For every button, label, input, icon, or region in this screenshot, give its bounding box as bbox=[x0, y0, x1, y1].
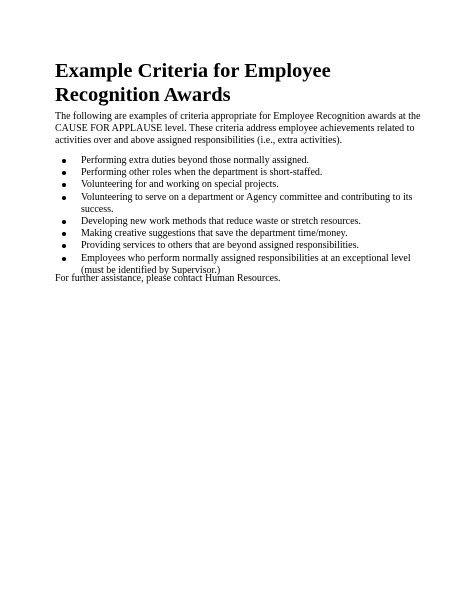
bullet-icon bbox=[62, 171, 66, 175]
criteria-text: Providing services to others that are beyond assigned responsibilities. bbox=[81, 240, 360, 252]
criteria-item bbox=[55, 240, 427, 252]
document-title: Example Criteria for Employee Recognition Awards bbox=[55, 60, 331, 106]
closing-paragraph: For further assistance, please contact Human Resources. bbox=[55, 273, 281, 284]
criteria-text: Performing extra duties beyond those normally assigned. bbox=[81, 155, 310, 166]
criteria-list bbox=[55, 155, 427, 277]
criteria-text: Employees who perform normally assigned responsibilities at an exceptional level (must be identified by Supervisor.) bbox=[81, 252, 411, 276]
bullet-icon bbox=[62, 159, 66, 163]
criteria-item bbox=[55, 179, 427, 191]
criteria-item bbox=[55, 155, 427, 167]
criteria-item bbox=[55, 228, 427, 240]
criteria-text: Volunteering for and working on special projects. bbox=[81, 179, 279, 191]
bullet-icon bbox=[62, 196, 66, 200]
bullet-icon bbox=[62, 257, 66, 261]
criteria-text: Volunteering to serve on a department or Agency committee and contributing to its success. bbox=[81, 191, 413, 215]
bullet-icon bbox=[62, 183, 66, 187]
bullet-icon bbox=[62, 220, 66, 224]
criteria-text: Developing new work methods that reduce waste or stretch resources. bbox=[81, 216, 361, 228]
criteria-item bbox=[55, 216, 427, 228]
criteria-text: Making creative suggestions that save the department time/money. bbox=[81, 228, 348, 240]
intro-paragraph: The following are examples of criteria appropriate for Employee Recognition awards at the CAUSE FOR APPLAUSE level. These criteria address employee achievements related to activities over and above assigned responsibilities (i.e., extra activities). bbox=[55, 111, 421, 147]
criteria-item bbox=[55, 192, 427, 216]
bullet-icon bbox=[62, 244, 66, 248]
bullet-icon bbox=[62, 232, 66, 236]
criteria-item bbox=[55, 167, 427, 179]
criteria-text: Performing other roles when the department is short-staffed. bbox=[81, 167, 323, 179]
